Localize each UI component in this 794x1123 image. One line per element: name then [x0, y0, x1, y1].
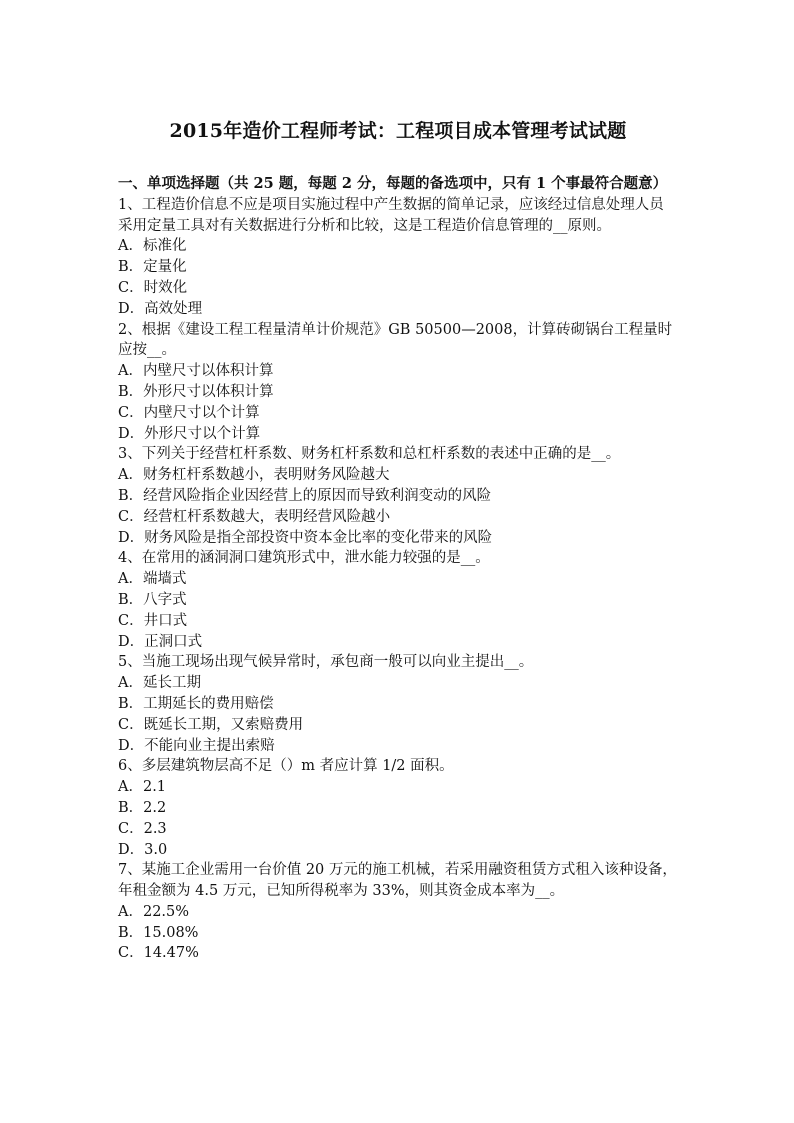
- option-c: C．井口式: [118, 612, 188, 629]
- question-stem: 6、多层建筑物层高不足（）m 者应计算 1/2 面积。: [118, 758, 454, 775]
- option-b: B．2.2: [118, 799, 167, 816]
- option-b: B．15.08%: [118, 924, 199, 941]
- question-4: [118, 548, 678, 652]
- option-b: B．经营风险指企业因经营上的原因而导致利润变动的风险: [118, 487, 492, 504]
- document-page: [118, 116, 678, 964]
- question-6: [118, 756, 678, 860]
- option-a: A．内壁尺寸以体积计算: [118, 363, 274, 380]
- option-c: C．2.3: [118, 820, 167, 837]
- question-stem: 5、当施工现场出现气候异常时，承包商一般可以向业主提出__。: [118, 654, 534, 671]
- option-b: B．定量化: [118, 259, 187, 276]
- option-d: D．3.0: [118, 841, 168, 858]
- option-c: C．内壁尺寸以个计算: [118, 404, 260, 421]
- option-a: A．2.1: [118, 779, 167, 796]
- option-b: B．八字式: [118, 591, 187, 608]
- page-title: 2015年造价工程师考试：工程项目成本管理考试试题: [169, 120, 627, 142]
- question-stem: 7、某施工企业需用一台价值 20 万元的施工机械，若采用融资租赁方式租入该种设备，年租金额为 4.5 万元，已知所得税率为 33%，则其资金成本率为__。: [118, 862, 677, 900]
- option-a: A．延长工期: [118, 675, 201, 692]
- section-heading: 一、单项选择题（共 25 题，每题 2 分，每题的备选项中，只有 1 个事最符合题意）: [118, 175, 668, 192]
- option-c: C．时效化: [118, 279, 188, 296]
- question-stem: 4、在常用的涵洞洞口建筑形式中，泄水能力较强的是__。: [118, 550, 490, 567]
- option-d: D．不能向业主提出索赔: [118, 737, 275, 754]
- option-a: A．标准化: [118, 238, 187, 255]
- option-b: B．工期延长的费用赔偿: [118, 695, 274, 712]
- option-c: C．14.47%: [118, 945, 199, 962]
- option-d: D．高效处理: [118, 300, 203, 317]
- option-d: D．财务风险是指全部投资中资本金比率的变化带来的风险: [118, 529, 493, 546]
- question-stem: 3、下列关于经营杠杆系数、财务杠杆系数和总杠杆系数的表述中正确的是__。: [118, 446, 621, 463]
- question-1: [118, 195, 678, 320]
- question-stem: 1、工程造价信息不应是项目实施过程中产生数据的简单记录，应该经过信息处理人员采用定量工具对有关数据进行分析和比较，这是工程造价信息管理的__原则。: [118, 196, 664, 234]
- option-b: B．外形尺寸以体积计算: [118, 383, 274, 400]
- option-c: C．经营杠杆系数越大，表明经营风险越小: [118, 508, 391, 525]
- option-c: C．既延长工期，又索赔费用: [118, 716, 304, 733]
- option-d: D．正洞口式: [118, 633, 203, 650]
- option-a: A．22.5%: [118, 903, 190, 920]
- question-3: [118, 444, 678, 548]
- question-stem: 2、根据《建设工程工程量清单计价规范》GB 50500—2008，计算砖砌锅台工程量时应按__。: [118, 321, 673, 359]
- question-5: [118, 652, 678, 756]
- option-a: A．端墙式: [118, 571, 187, 588]
- question-2: [118, 320, 678, 445]
- option-d: D．外形尺寸以个计算: [118, 425, 261, 442]
- question-7: [118, 860, 678, 964]
- option-a: A．财务杠杆系数越小，表明财务风险越大: [118, 467, 390, 484]
